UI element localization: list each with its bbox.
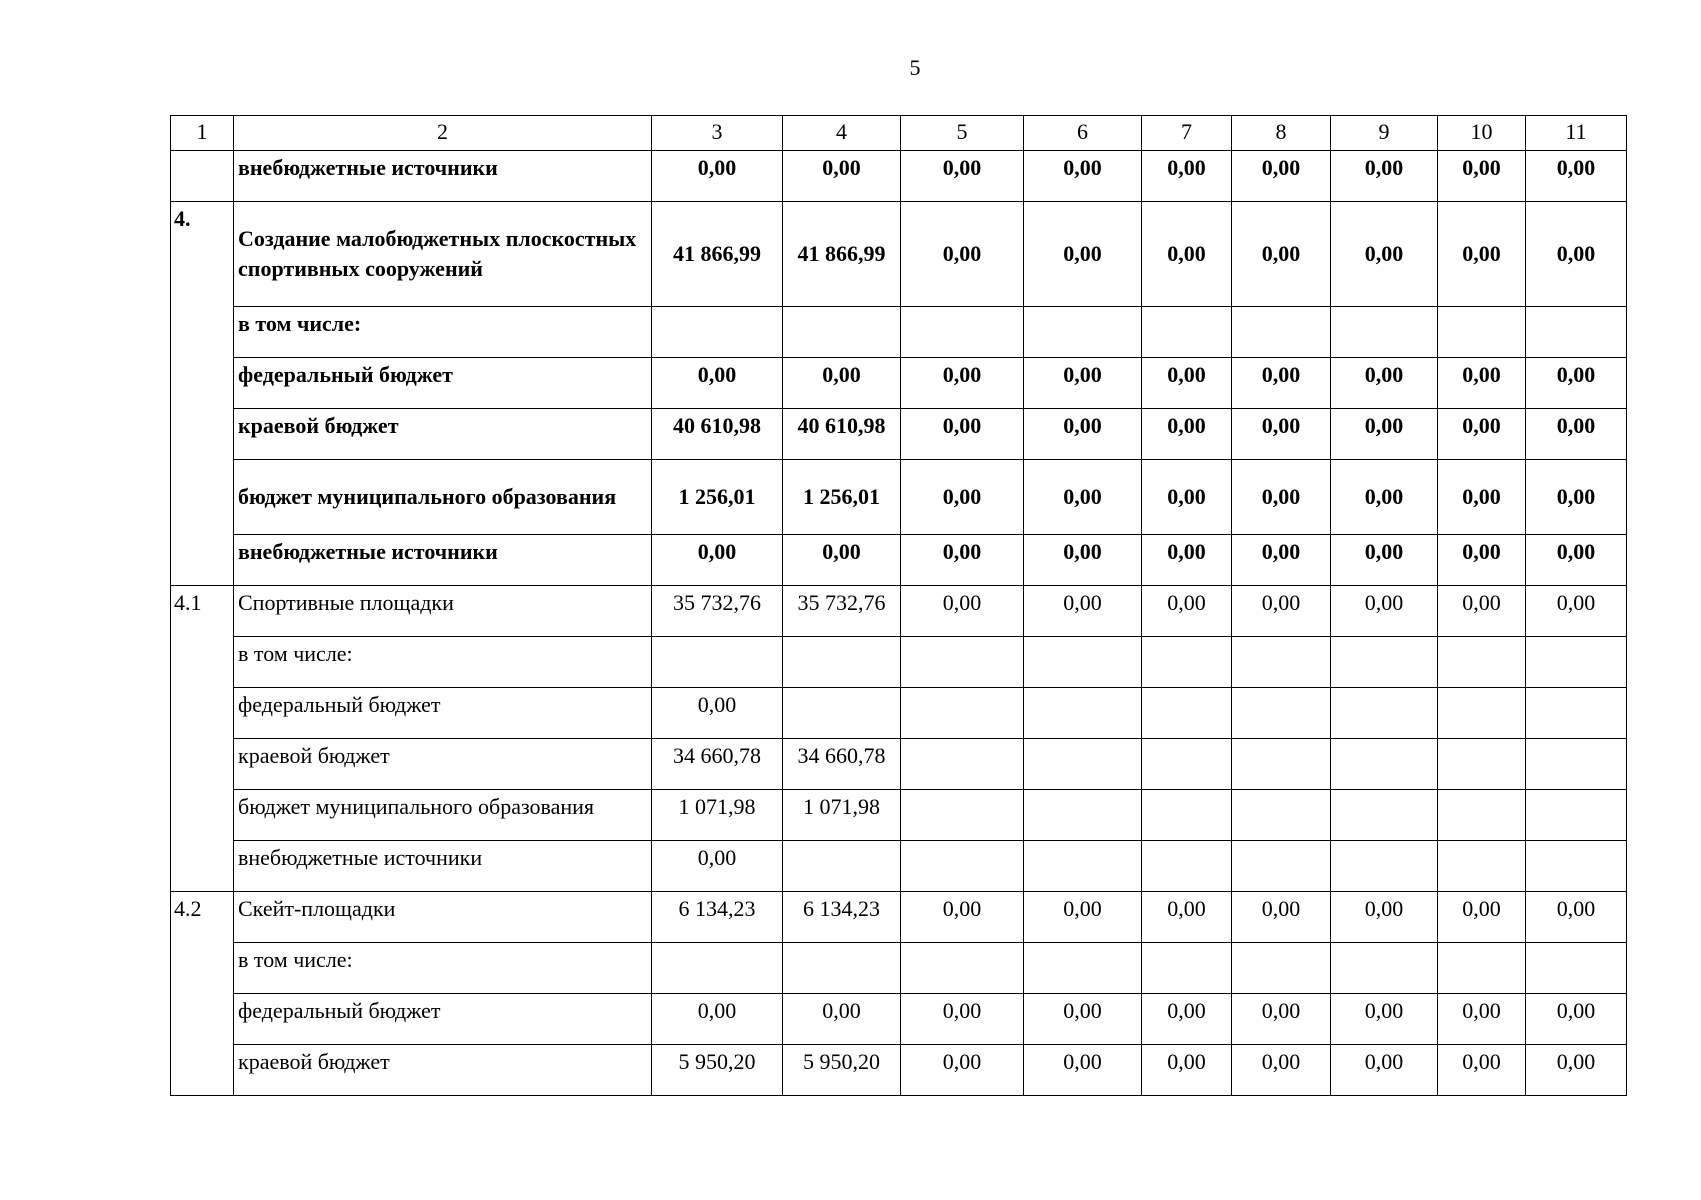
value-cell: 0,00	[1024, 994, 1142, 1045]
value-cell: 0,00	[901, 358, 1024, 409]
header-cell: 1	[171, 116, 234, 151]
value-cell: 0,00	[783, 151, 901, 202]
value-cell	[1232, 739, 1331, 790]
value-cell: 0,00	[1024, 358, 1142, 409]
header-cell: 4	[783, 116, 901, 151]
value-cell: 0,00	[1526, 994, 1627, 1045]
header-cell: 5	[901, 116, 1024, 151]
table-body	[171, 116, 1627, 1096]
value-cell	[1232, 790, 1331, 841]
row-name: в том числе:	[234, 307, 652, 358]
value-cell: 6 134,23	[652, 892, 783, 943]
page-number: 5	[909, 55, 921, 80]
value-cell: 0,00	[652, 841, 783, 892]
value-cell: 0,00	[1232, 358, 1331, 409]
row-name: федеральный бюджет	[234, 358, 652, 409]
table-row	[171, 994, 1627, 1045]
row-name: Создание малобюджетных плоскостных спортивных сооружений	[234, 202, 652, 307]
value-cell: 0,00	[1438, 151, 1526, 202]
value-cell	[901, 739, 1024, 790]
value-cell: 0,00	[652, 358, 783, 409]
value-cell	[1331, 841, 1438, 892]
table-row	[171, 1045, 1627, 1096]
value-cell: 0,00	[1526, 586, 1627, 637]
value-cell: 0,00	[1024, 409, 1142, 460]
row-name: краевой бюджет	[234, 409, 652, 460]
value-cell: 0,00	[1232, 586, 1331, 637]
value-cell: 0,00	[1232, 151, 1331, 202]
row-name: внебюджетные источники	[234, 841, 652, 892]
table-row	[171, 202, 1627, 307]
header-cell: 6	[1024, 116, 1142, 151]
budget-table	[170, 115, 1627, 1096]
value-cell: 0,00	[1331, 586, 1438, 637]
value-cell	[1438, 739, 1526, 790]
value-cell: 0,00	[1331, 460, 1438, 535]
value-cell: 0,00	[901, 460, 1024, 535]
value-cell	[783, 637, 901, 688]
value-cell: 0,00	[1438, 460, 1526, 535]
value-cell	[1526, 739, 1627, 790]
value-cell: 0,00	[1142, 202, 1232, 307]
row-name: Скейт-площадки	[234, 892, 652, 943]
value-cell: 0,00	[1024, 1045, 1142, 1096]
value-cell: 0,00	[901, 892, 1024, 943]
value-cell: 1 256,01	[652, 460, 783, 535]
value-cell	[1526, 688, 1627, 739]
value-cell	[1142, 637, 1232, 688]
value-cell	[1232, 637, 1331, 688]
value-cell: 6 134,23	[783, 892, 901, 943]
header-cell: 2	[234, 116, 652, 151]
value-cell: 34 660,78	[783, 739, 901, 790]
value-cell	[1438, 637, 1526, 688]
value-cell	[1024, 307, 1142, 358]
value-cell: 0,00	[1232, 1045, 1331, 1096]
value-cell: 0,00	[1232, 409, 1331, 460]
value-cell: 0,00	[1024, 586, 1142, 637]
value-cell: 0,00	[1024, 151, 1142, 202]
table-row	[171, 409, 1627, 460]
table-row	[171, 535, 1627, 586]
value-cell	[1331, 637, 1438, 688]
value-cell: 0,00	[1526, 151, 1627, 202]
value-cell: 41 866,99	[783, 202, 901, 307]
value-cell	[1142, 307, 1232, 358]
row-name: внебюджетные источники	[234, 151, 652, 202]
table-row	[171, 892, 1627, 943]
row-index: 4.	[171, 202, 234, 586]
value-cell: 0,00	[1438, 892, 1526, 943]
value-cell: 0,00	[1024, 460, 1142, 535]
value-cell	[1142, 790, 1232, 841]
value-cell: 0,00	[1526, 1045, 1627, 1096]
value-cell	[1331, 790, 1438, 841]
value-cell: 0,00	[1024, 892, 1142, 943]
row-name: федеральный бюджет	[234, 688, 652, 739]
value-cell	[652, 307, 783, 358]
row-name: бюджет муниципального образования	[234, 460, 652, 535]
value-cell: 0,00	[1526, 535, 1627, 586]
value-cell	[1142, 739, 1232, 790]
value-cell	[901, 307, 1024, 358]
row-name: краевой бюджет	[234, 1045, 652, 1096]
value-cell	[652, 637, 783, 688]
value-cell	[1526, 943, 1627, 994]
value-cell: 0,00	[901, 586, 1024, 637]
row-name: бюджет муниципального образования	[234, 790, 652, 841]
value-cell	[901, 790, 1024, 841]
value-cell: 0,00	[1331, 892, 1438, 943]
header-cell: 7	[1142, 116, 1232, 151]
table-row	[171, 688, 1627, 739]
value-cell: 0,00	[1438, 586, 1526, 637]
value-cell	[652, 943, 783, 994]
value-cell	[783, 307, 901, 358]
value-cell	[783, 688, 901, 739]
value-cell: 0,00	[901, 535, 1024, 586]
value-cell: 40 610,98	[652, 409, 783, 460]
header-cell: 10	[1438, 116, 1526, 151]
value-cell: 0,00	[1232, 535, 1331, 586]
value-cell: 0,00	[1331, 358, 1438, 409]
value-cell	[1024, 688, 1142, 739]
value-cell: 0,00	[783, 358, 901, 409]
value-cell	[1526, 841, 1627, 892]
value-cell: 0,00	[1331, 409, 1438, 460]
table-row	[171, 151, 1627, 202]
value-cell	[1438, 841, 1526, 892]
table-row	[171, 460, 1627, 535]
value-cell: 0,00	[652, 994, 783, 1045]
value-cell	[783, 943, 901, 994]
value-cell	[901, 637, 1024, 688]
value-cell	[1331, 307, 1438, 358]
value-cell: 0,00	[783, 994, 901, 1045]
header-cell: 9	[1331, 116, 1438, 151]
value-cell: 0,00	[1438, 994, 1526, 1045]
value-cell: 0,00	[901, 994, 1024, 1045]
value-cell	[1232, 841, 1331, 892]
value-cell	[901, 943, 1024, 994]
value-cell	[1438, 688, 1526, 739]
value-cell	[1438, 943, 1526, 994]
value-cell	[1024, 943, 1142, 994]
table-row	[171, 739, 1627, 790]
table-row	[171, 943, 1627, 994]
value-cell: 0,00	[1331, 202, 1438, 307]
value-cell: 0,00	[1331, 994, 1438, 1045]
table-header-row	[171, 116, 1627, 151]
value-cell	[901, 841, 1024, 892]
value-cell	[1232, 688, 1331, 739]
value-cell: 0,00	[1438, 409, 1526, 460]
value-cell: 0,00	[1142, 1045, 1232, 1096]
header-cell: 3	[652, 116, 783, 151]
value-cell: 0,00	[1142, 151, 1232, 202]
value-cell	[1526, 307, 1627, 358]
value-cell	[1331, 943, 1438, 994]
value-cell	[1024, 637, 1142, 688]
row-name: федеральный бюджет	[234, 994, 652, 1045]
row-name: Спортивные площадки	[234, 586, 652, 637]
value-cell: 0,00	[901, 409, 1024, 460]
row-index	[171, 151, 234, 202]
value-cell: 35 732,76	[783, 586, 901, 637]
value-cell	[1142, 841, 1232, 892]
table-row	[171, 586, 1627, 637]
table-row	[171, 841, 1627, 892]
row-name: краевой бюджет	[234, 739, 652, 790]
value-cell: 0,00	[1142, 409, 1232, 460]
value-cell	[1232, 307, 1331, 358]
value-cell: 0,00	[783, 535, 901, 586]
row-index: 4.1	[171, 586, 234, 892]
value-cell: 0,00	[1438, 358, 1526, 409]
header-cell: 11	[1526, 116, 1627, 151]
value-cell: 0,00	[901, 202, 1024, 307]
value-cell	[1331, 739, 1438, 790]
value-cell: 0,00	[1142, 535, 1232, 586]
table-row	[171, 358, 1627, 409]
table-row	[171, 637, 1627, 688]
value-cell	[1024, 841, 1142, 892]
value-cell: 0,00	[1232, 892, 1331, 943]
value-cell: 0,00	[1526, 460, 1627, 535]
value-cell: 0,00	[1142, 892, 1232, 943]
value-cell: 0,00	[901, 151, 1024, 202]
value-cell: 0,00	[1142, 358, 1232, 409]
value-cell: 0,00	[1232, 202, 1331, 307]
value-cell: 0,00	[652, 151, 783, 202]
row-name: в том числе:	[234, 943, 652, 994]
value-cell: 1 071,98	[783, 790, 901, 841]
value-cell: 0,00	[1024, 202, 1142, 307]
value-cell: 0,00	[1526, 892, 1627, 943]
value-cell: 0,00	[1438, 202, 1526, 307]
value-cell: 1 256,01	[783, 460, 901, 535]
value-cell: 5 950,20	[652, 1045, 783, 1096]
value-cell: 0,00	[1142, 460, 1232, 535]
value-cell: 0,00	[1526, 358, 1627, 409]
value-cell: 0,00	[1438, 1045, 1526, 1096]
value-cell: 1 071,98	[652, 790, 783, 841]
table-row	[171, 307, 1627, 358]
table-row	[171, 790, 1627, 841]
value-cell: 0,00	[1232, 994, 1331, 1045]
value-cell: 34 660,78	[652, 739, 783, 790]
row-name: в том числе:	[234, 637, 652, 688]
value-cell	[1142, 943, 1232, 994]
value-cell: 0,00	[1438, 535, 1526, 586]
value-cell	[1024, 739, 1142, 790]
value-cell	[1438, 790, 1526, 841]
row-index: 4.2	[171, 892, 234, 1096]
value-cell: 0,00	[1232, 460, 1331, 535]
value-cell: 0,00	[1142, 994, 1232, 1045]
header-cell: 8	[1232, 116, 1331, 151]
value-cell: 5 950,20	[783, 1045, 901, 1096]
value-cell	[1331, 688, 1438, 739]
value-cell	[1232, 943, 1331, 994]
value-cell: 0,00	[901, 1045, 1024, 1096]
value-cell: 0,00	[1331, 535, 1438, 586]
value-cell	[1024, 790, 1142, 841]
value-cell	[1438, 307, 1526, 358]
value-cell: 35 732,76	[652, 586, 783, 637]
value-cell: 0,00	[1142, 586, 1232, 637]
value-cell: 0,00	[1331, 151, 1438, 202]
value-cell	[901, 688, 1024, 739]
value-cell	[1142, 688, 1232, 739]
value-cell: 0,00	[652, 535, 783, 586]
row-name: внебюджетные источники	[234, 535, 652, 586]
value-cell: 41 866,99	[652, 202, 783, 307]
value-cell	[1526, 637, 1627, 688]
value-cell	[1526, 790, 1627, 841]
value-cell: 0,00	[1526, 409, 1627, 460]
value-cell: 0,00	[652, 688, 783, 739]
value-cell	[783, 841, 901, 892]
value-cell: 0,00	[1331, 1045, 1438, 1096]
value-cell: 0,00	[1526, 202, 1627, 307]
value-cell: 0,00	[1024, 535, 1142, 586]
value-cell: 40 610,98	[783, 409, 901, 460]
